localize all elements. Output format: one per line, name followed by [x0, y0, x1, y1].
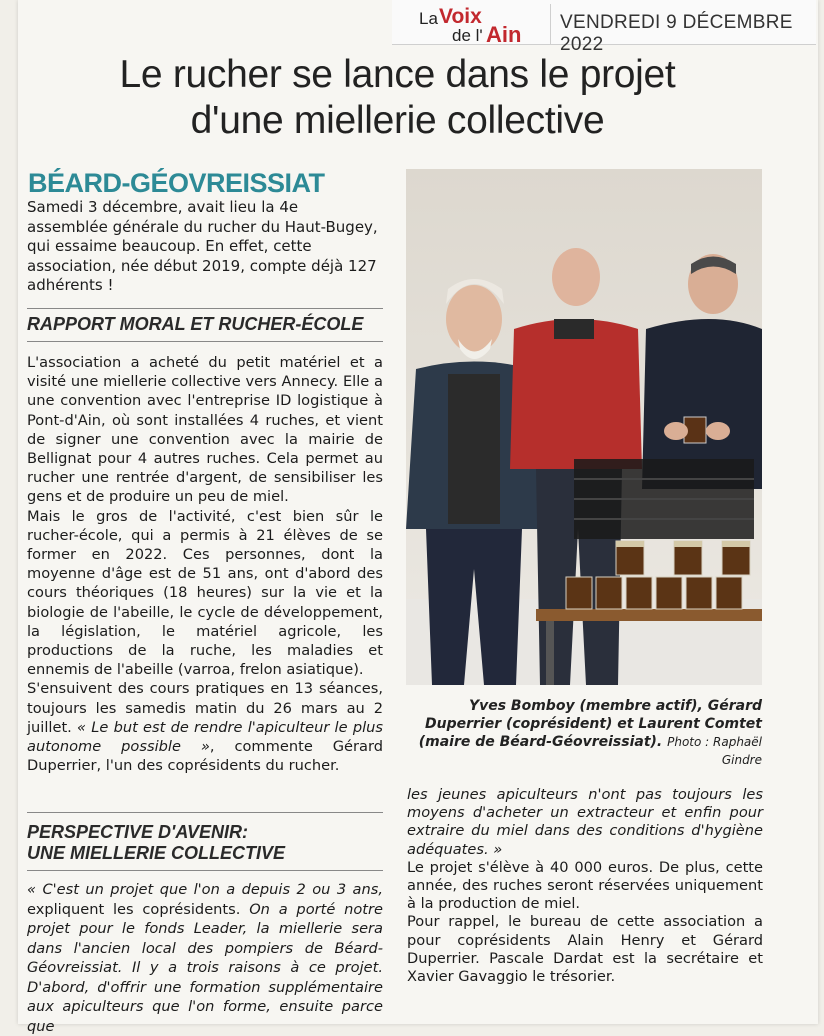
subhead-line-1: PERSPECTIVE D'AVENIR:: [27, 822, 248, 842]
paragraph: L'association a acheté du petit matériel et a visité une miellerie collective vers Annecy. Elle a une convention avec l'entreprise ID logistique à Pont-d'Ain, où sont installées 4 ruches, et vient de signer une convention avec la mairie de Bellignat pour 4 autres ruches. Cela permet au rucher une rentrée d'argent, de sensibiliser les gens et de produire un peu de miel.: [27, 354, 383, 506]
logo-del: de l': [452, 26, 483, 45]
subhead-text: RAPPORT MORAL ET RUCHER-ÉCOLE: [27, 314, 364, 334]
paragraph: Le projet s'élève à 40 000 euros. De plus, cette année, des ruches seront réservées uniquement à la production de miel.: [407, 858, 763, 913]
photo-illustration: [406, 169, 762, 685]
article-photo: [406, 169, 762, 685]
body-block-1: [27, 353, 383, 775]
subhead-line-2: UNE MIELLERIE COLLECTIVE: [27, 843, 286, 863]
paragraph: Mais le gros de l'activité, c'est bien sûr le rucher-école, qui a permis à 21 élèves de se former en 2022. Ces personnes, dont la moyenne d'âge est de 51 ans, ont d'abord des cours théoriques (18 heures) sur la vie et la biologie de l'abeille, le cycle de développement, la législation, le matériel agricole, les productions de la ruche, les maladies et ennemis de l'abeille (varroa, frelon asiatique).: [27, 507, 383, 679]
masthead: [392, 0, 816, 55]
quote-run: On a porté notre projet pour le fonds Leader, la miellerie sera dans l'ancien local des pompiers de Béard-Géovreissiat. Il y a trois raisons à ce projet. D'abord, d'offrir une formation supplémentaire aux apiculteurs que l'on forme, ensuite parce que: [27, 900, 383, 1035]
subhead-perspective: [27, 822, 387, 864]
location-label: BÉARD-GÉOVREISSIAT: [28, 168, 325, 198]
logo-ain: Ain: [486, 22, 522, 47]
headline: [30, 52, 765, 144]
body-block-3: [407, 786, 763, 986]
quote-run: « Le but est de rendre l'apiculteur le plus autonome possible »: [27, 718, 383, 756]
paragraph: [27, 880, 383, 1036]
body-block-2: [27, 880, 383, 1036]
quote-run: « C'est un projet que l'on a depuis 2 ou 3 ans,: [27, 881, 383, 898]
logo-la: La: [419, 9, 438, 28]
headline-line-2: d'une miellerie collective: [190, 99, 605, 142]
photo-caption: [406, 697, 762, 769]
issue-date: VENDREDI 9 DÉCEMBRE 2022: [560, 12, 793, 55]
article-intro: Samedi 3 décembre, avait lieu la 4e assemblée générale du rucher du Haut-Bugey, qui essaime beaucoup. En effet, cette association, née début 2019, compte déjà 127 adhérents !: [27, 198, 378, 294]
divider: [27, 341, 383, 342]
divider: [27, 308, 383, 309]
divider: [27, 870, 383, 871]
headline-line-1: Le rucher se lance dans le projet: [119, 53, 676, 96]
text-run: S'ensuivent des cours pratiques en 13 séances, toujours les samedis matin du 26 mars au 2 juillet.: [27, 680, 383, 736]
text-run: expliquent les coprésidents.: [27, 900, 250, 918]
paragraph: les jeunes apiculteurs n'ont pas toujours les moyens d'acheter un extracteur et enfin pour extraire du miel dans des conditions d'hygiène adéquates. »: [407, 786, 763, 858]
paragraph: [27, 679, 383, 775]
text-run: , commente Gérard Duperrier, l'un des coprésidents du rucher.: [27, 738, 383, 775]
subhead-rapport-moral: [27, 314, 387, 335]
caption-text: Yves Bomboy (membre actif), Gérard Duperrier (coprésident) et Laurent Comtet (maire de Béard-Géovreissiat).: [418, 698, 762, 750]
paragraph: Pour rappel, le bureau de cette association a pour coprésidents Alain Henry et Gérard Duperrier. Pascale Dardat est la secrétaire et Xavier Gavaggio le trésorier.: [407, 913, 763, 986]
newspaper-logo: [392, 4, 551, 47]
divider: [27, 812, 383, 813]
logo-voix: Voix: [439, 5, 482, 28]
photo-credit: Photo : Raphaël Gindre: [667, 735, 762, 767]
